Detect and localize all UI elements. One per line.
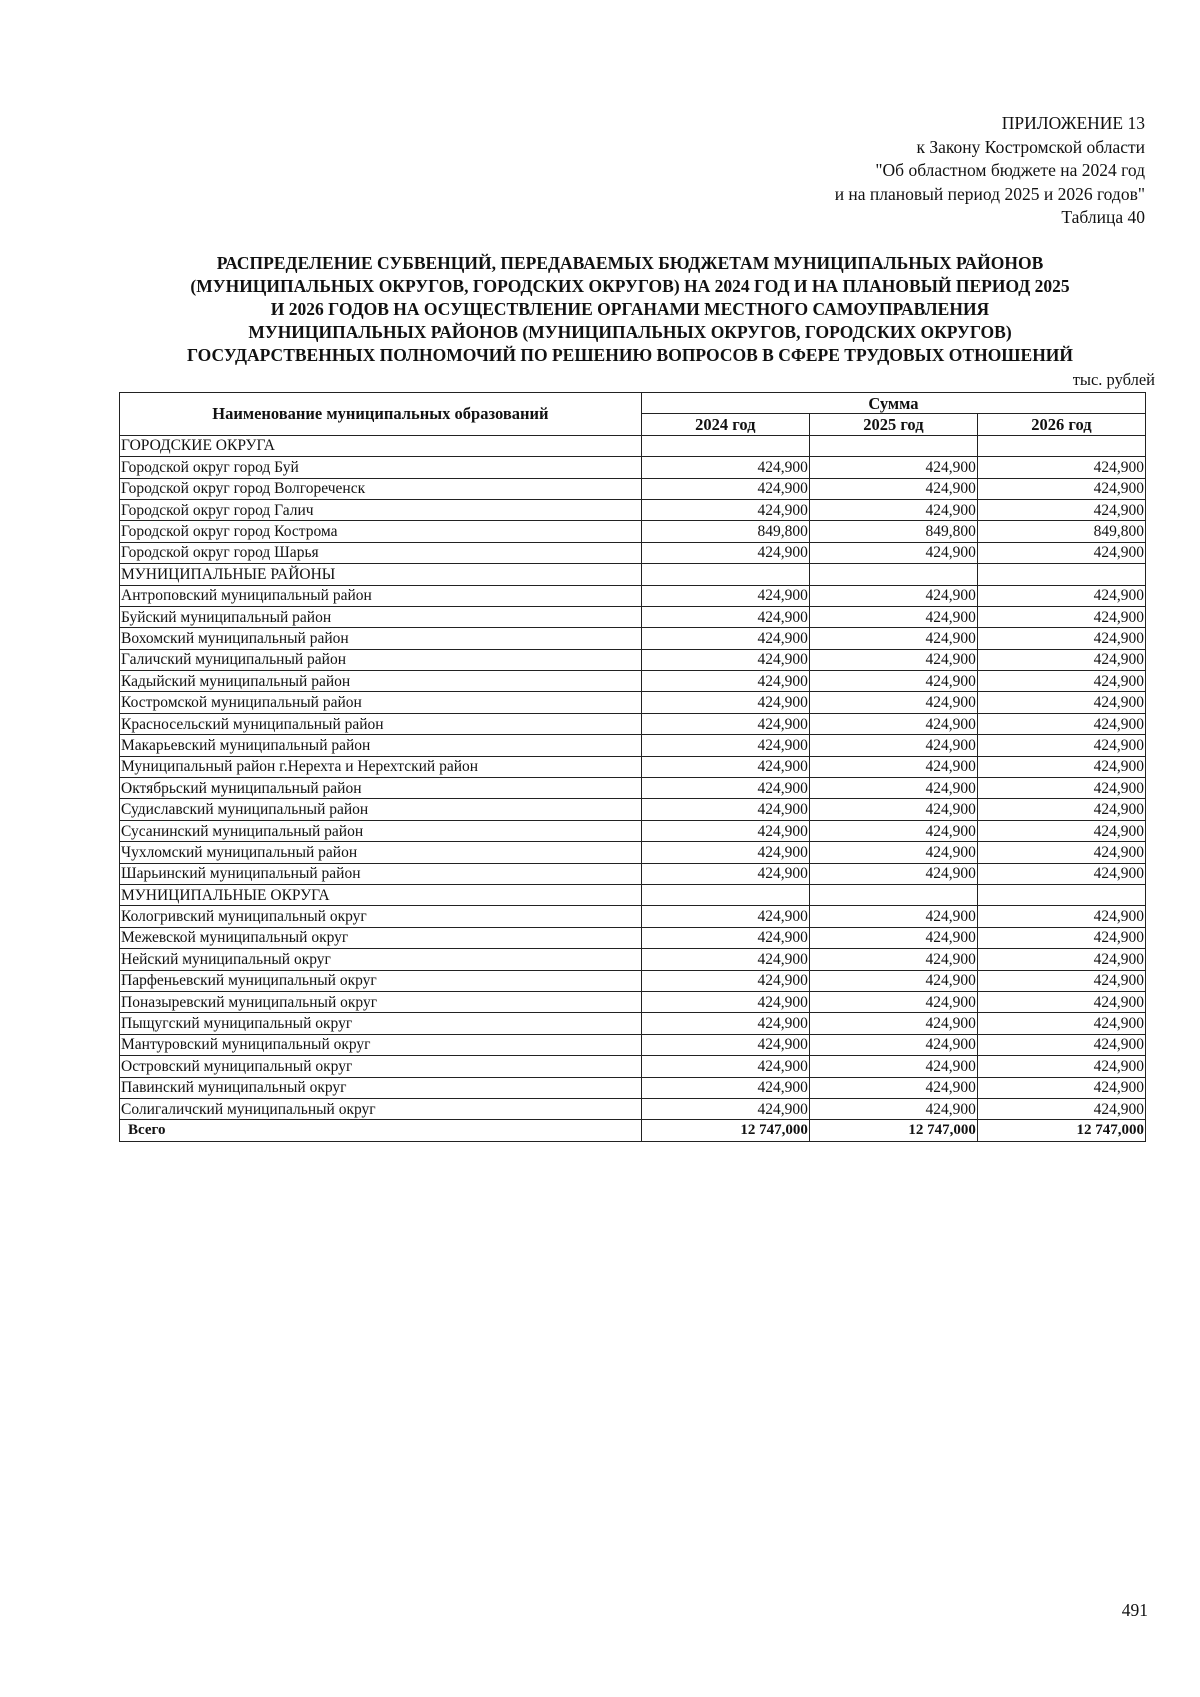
table-row (120, 499, 1146, 520)
amount-cell: 424,900 (641, 991, 809, 1012)
table-row (120, 649, 1146, 670)
amount-cell: 424,900 (641, 585, 809, 606)
amount-cell: 424,900 (809, 756, 977, 777)
amount-cell: 424,900 (809, 649, 977, 670)
table-row (120, 521, 1146, 542)
amount-cell: 424,900 (809, 542, 977, 563)
table-row (120, 799, 1146, 820)
table-row (120, 949, 1146, 970)
empty-cell (977, 435, 1145, 456)
amount-cell: 424,900 (977, 457, 1145, 478)
title-line: МУНИЦИПАЛЬНЫХ РАЙОНОВ (МУНИЦИПАЛЬНЫХ ОКРУГОВ, ГОРОДСКИХ ОКРУГОВ) (248, 322, 1012, 342)
table-row (120, 906, 1146, 927)
units-label: тыс. рублей (1072, 370, 1155, 389)
table-row (120, 542, 1146, 563)
appendix-number: ПРИЛОЖЕНИЕ 13 (1001, 113, 1145, 133)
law-title-line2: и на плановый период 2025 и 2026 годов" (834, 183, 1145, 204)
municipality-name: Чухломский муниципальный район (120, 842, 642, 863)
amount-cell: 424,900 (641, 949, 809, 970)
amount-cell: 424,900 (809, 692, 977, 713)
table-row (120, 671, 1146, 692)
amount-cell: 424,900 (641, 628, 809, 649)
total-amount-cell: 12 747,000 (977, 1120, 1145, 1141)
municipality-name: Поназыревский муниципальный округ (120, 991, 642, 1012)
section-label: ГОРОДСКИЕ ОКРУГА (120, 435, 642, 456)
table-body (120, 435, 1146, 1141)
amount-cell: 424,900 (809, 478, 977, 499)
amount-cell: 424,900 (809, 778, 977, 799)
title-line: РАСПРЕДЕЛЕНИЕ СУБВЕНЦИЙ, ПЕРЕДАВАЕМЫХ БЮДЖЕТАМ МУНИЦИПАЛЬНЫХ РАЙОНОВ (216, 253, 1044, 273)
municipality-name: Сусанинский муниципальный район (120, 820, 642, 841)
amount-cell: 424,900 (641, 863, 809, 884)
document-title (100, 252, 1160, 367)
table-row (120, 756, 1146, 777)
table-number: Таблица 40 (1061, 207, 1145, 227)
municipality-name: Красносельский муниципальный район (120, 713, 642, 734)
table-row (120, 1077, 1146, 1098)
appendix-header (835, 112, 1145, 230)
municipality-name: Павинский муниципальный округ (120, 1077, 642, 1098)
law-title-line1: "Об областном бюджете на 2024 год (875, 160, 1145, 180)
amount-cell: 424,900 (977, 1013, 1145, 1034)
amount-cell: 424,900 (641, 499, 809, 520)
amount-cell: 424,900 (641, 457, 809, 478)
table-row (120, 1013, 1146, 1034)
amount-cell: 424,900 (809, 713, 977, 734)
municipality-name: Галичский муниципальный район (120, 649, 642, 670)
empty-cell (977, 884, 1145, 905)
amount-cell: 424,900 (977, 842, 1145, 863)
table-row (120, 1056, 1146, 1077)
section-label: МУНИЦИПАЛЬНЫЕ ОКРУГА (120, 884, 642, 905)
amount-cell: 424,900 (977, 1056, 1145, 1077)
amount-cell: 424,900 (641, 713, 809, 734)
amount-cell: 424,900 (809, 735, 977, 756)
amount-cell: 424,900 (809, 949, 977, 970)
municipality-name: Городской округ город Кострома (120, 521, 642, 542)
amount-cell: 424,900 (977, 863, 1145, 884)
empty-cell (809, 435, 977, 456)
amount-cell: 424,900 (977, 949, 1145, 970)
title-line: ГОСУДАРСТВЕННЫХ ПОЛНОМОЧИЙ ПО РЕШЕНИЮ ВОПРОСОВ В СФЕРЕ ТРУДОВЫХ ОТНОШЕНИЙ (186, 345, 1074, 365)
table-row (120, 778, 1146, 799)
municipality-name: Октябрьский муниципальный район (120, 778, 642, 799)
amount-cell: 424,900 (809, 671, 977, 692)
amount-cell: 424,900 (641, 1056, 809, 1077)
amount-cell: 424,900 (977, 1098, 1145, 1119)
section-row (120, 884, 1146, 905)
amount-cell: 424,900 (977, 991, 1145, 1012)
municipality-name: Нейский муниципальный округ (120, 949, 642, 970)
table-row (120, 713, 1146, 734)
amount-cell: 424,900 (809, 1098, 977, 1119)
year-header-2025: 2025 год (809, 414, 977, 435)
amount-cell: 424,900 (641, 692, 809, 713)
amount-cell: 424,900 (809, 1077, 977, 1098)
page-number: 491 (1121, 1600, 1148, 1620)
total-label: Всего (120, 1120, 642, 1141)
amount-cell: 424,900 (641, 820, 809, 841)
amount-cell: 424,900 (977, 799, 1145, 820)
total-amount-cell: 12 747,000 (641, 1120, 809, 1141)
amount-cell: 424,900 (809, 499, 977, 520)
amount-cell: 424,900 (641, 478, 809, 499)
section-row (120, 564, 1146, 585)
amount-cell: 424,900 (641, 606, 809, 627)
table-row (120, 735, 1146, 756)
empty-cell (641, 884, 809, 905)
amount-cell: 424,900 (641, 927, 809, 948)
section-row (120, 435, 1146, 456)
table-row (120, 820, 1146, 841)
amount-cell: 849,800 (641, 521, 809, 542)
title-line: (МУНИЦИПАЛЬНЫХ ОКРУГОВ, ГОРОДСКИХ ОКРУГОВ) НА 2024 ГОД И НА ПЛАНОВЫЙ ПЕРИОД 2025 (190, 276, 1070, 296)
amount-cell: 424,900 (977, 1034, 1145, 1055)
subsidy-table (119, 392, 1146, 1142)
amount-cell: 424,900 (641, 735, 809, 756)
table-row (120, 927, 1146, 948)
law-reference: к Закону Костромской области (916, 136, 1145, 157)
amount-cell: 424,900 (977, 820, 1145, 841)
amount-cell: 424,900 (809, 457, 977, 478)
amount-cell: 424,900 (977, 735, 1145, 756)
municipality-name: Пыщугский муниципальный округ (120, 1013, 642, 1034)
amount-cell: 424,900 (641, 756, 809, 777)
table-row (120, 842, 1146, 863)
sum-column-header: Сумма (641, 393, 1145, 414)
amount-cell: 424,900 (809, 820, 977, 841)
amount-cell: 424,900 (809, 628, 977, 649)
table-row (120, 863, 1146, 884)
amount-cell: 424,900 (809, 991, 977, 1012)
amount-cell: 424,900 (641, 906, 809, 927)
title-line: И 2026 ГОДОВ НА ОСУЩЕСТВЛЕНИЕ ОРГАНАМИ МЕСТНОГО САМОУПРАВЛЕНИЯ (270, 299, 990, 319)
amount-cell: 424,900 (977, 628, 1145, 649)
amount-cell: 424,900 (641, 1034, 809, 1055)
amount-cell: 424,900 (809, 842, 977, 863)
amount-cell: 424,900 (809, 1056, 977, 1077)
amount-cell: 424,900 (809, 1013, 977, 1034)
table-row (120, 585, 1146, 606)
municipality-name: Межевской муниципальный округ (120, 927, 642, 948)
table-row (120, 991, 1146, 1012)
municipality-name: Буйский муниципальный район (120, 606, 642, 627)
amount-cell: 424,900 (809, 970, 977, 991)
amount-cell: 424,900 (641, 799, 809, 820)
table-row (120, 1034, 1146, 1055)
table-row (120, 606, 1146, 627)
total-row (120, 1120, 1146, 1141)
amount-cell: 424,900 (641, 1077, 809, 1098)
municipality-name: Городской округ город Галич (120, 499, 642, 520)
amount-cell: 424,900 (809, 863, 977, 884)
amount-cell: 849,800 (809, 521, 977, 542)
amount-cell: 424,900 (641, 1098, 809, 1119)
section-label: МУНИЦИПАЛЬНЫЕ РАЙОНЫ (120, 564, 642, 585)
total-amount-cell: 12 747,000 (809, 1120, 977, 1141)
table-row (120, 478, 1146, 499)
amount-cell: 424,900 (977, 756, 1145, 777)
amount-cell: 424,900 (809, 606, 977, 627)
amount-cell: 424,900 (641, 778, 809, 799)
year-header-2026: 2026 год (977, 414, 1145, 435)
amount-cell: 424,900 (977, 478, 1145, 499)
municipality-name: Кологривский муниципальный округ (120, 906, 642, 927)
amount-cell: 424,900 (977, 649, 1145, 670)
amount-cell: 424,900 (977, 713, 1145, 734)
municipality-name: Антроповский муниципальный район (120, 585, 642, 606)
municipality-name: Парфеньевский муниципальный округ (120, 970, 642, 991)
municipality-name: Городской округ город Буй (120, 457, 642, 478)
empty-cell (809, 564, 977, 585)
amount-cell: 424,900 (641, 542, 809, 563)
municipality-name: Костромской муниципальный район (120, 692, 642, 713)
municipality-name: Солигаличский муниципальный округ (120, 1098, 642, 1119)
amount-cell: 424,900 (977, 499, 1145, 520)
amount-cell: 424,900 (641, 671, 809, 692)
empty-cell (641, 564, 809, 585)
amount-cell: 849,800 (977, 521, 1145, 542)
name-column-header: Наименование муниципальных образований (120, 393, 642, 436)
table-row (120, 970, 1146, 991)
amount-cell: 424,900 (809, 927, 977, 948)
municipality-name: Шарьинский муниципальный район (120, 863, 642, 884)
table-row (120, 692, 1146, 713)
amount-cell: 424,900 (809, 1034, 977, 1055)
municipality-name: Городской округ город Волгореченск (120, 478, 642, 499)
amount-cell: 424,900 (977, 606, 1145, 627)
empty-cell (641, 435, 809, 456)
municipality-name: Островский муниципальный округ (120, 1056, 642, 1077)
table-row (120, 1098, 1146, 1119)
year-header-2024: 2024 год (641, 414, 809, 435)
municipality-name: Городской округ город Шарья (120, 542, 642, 563)
table-row (120, 628, 1146, 649)
municipality-name: Мантуровский муниципальный округ (120, 1034, 642, 1055)
amount-cell: 424,900 (977, 671, 1145, 692)
municipality-name: Муниципальный район г.Нерехта и Нерехтский район (120, 756, 642, 777)
amount-cell: 424,900 (641, 842, 809, 863)
amount-cell: 424,900 (977, 542, 1145, 563)
municipality-name: Вохомский муниципальный район (120, 628, 642, 649)
amount-cell: 424,900 (977, 927, 1145, 948)
municipality-name: Судиславский муниципальный район (120, 799, 642, 820)
municipality-name: Кадыйский муниципальный район (120, 671, 642, 692)
amount-cell: 424,900 (641, 649, 809, 670)
amount-cell: 424,900 (809, 585, 977, 606)
amount-cell: 424,900 (641, 1013, 809, 1034)
amount-cell: 424,900 (977, 970, 1145, 991)
table-row (120, 457, 1146, 478)
municipality-name: Макарьевский муниципальный район (120, 735, 642, 756)
amount-cell: 424,900 (977, 1077, 1145, 1098)
empty-cell (809, 884, 977, 905)
amount-cell: 424,900 (641, 970, 809, 991)
amount-cell: 424,900 (977, 778, 1145, 799)
amount-cell: 424,900 (809, 799, 977, 820)
amount-cell: 424,900 (809, 906, 977, 927)
amount-cell: 424,900 (977, 692, 1145, 713)
empty-cell (977, 564, 1145, 585)
amount-cell: 424,900 (977, 906, 1145, 927)
amount-cell: 424,900 (977, 585, 1145, 606)
